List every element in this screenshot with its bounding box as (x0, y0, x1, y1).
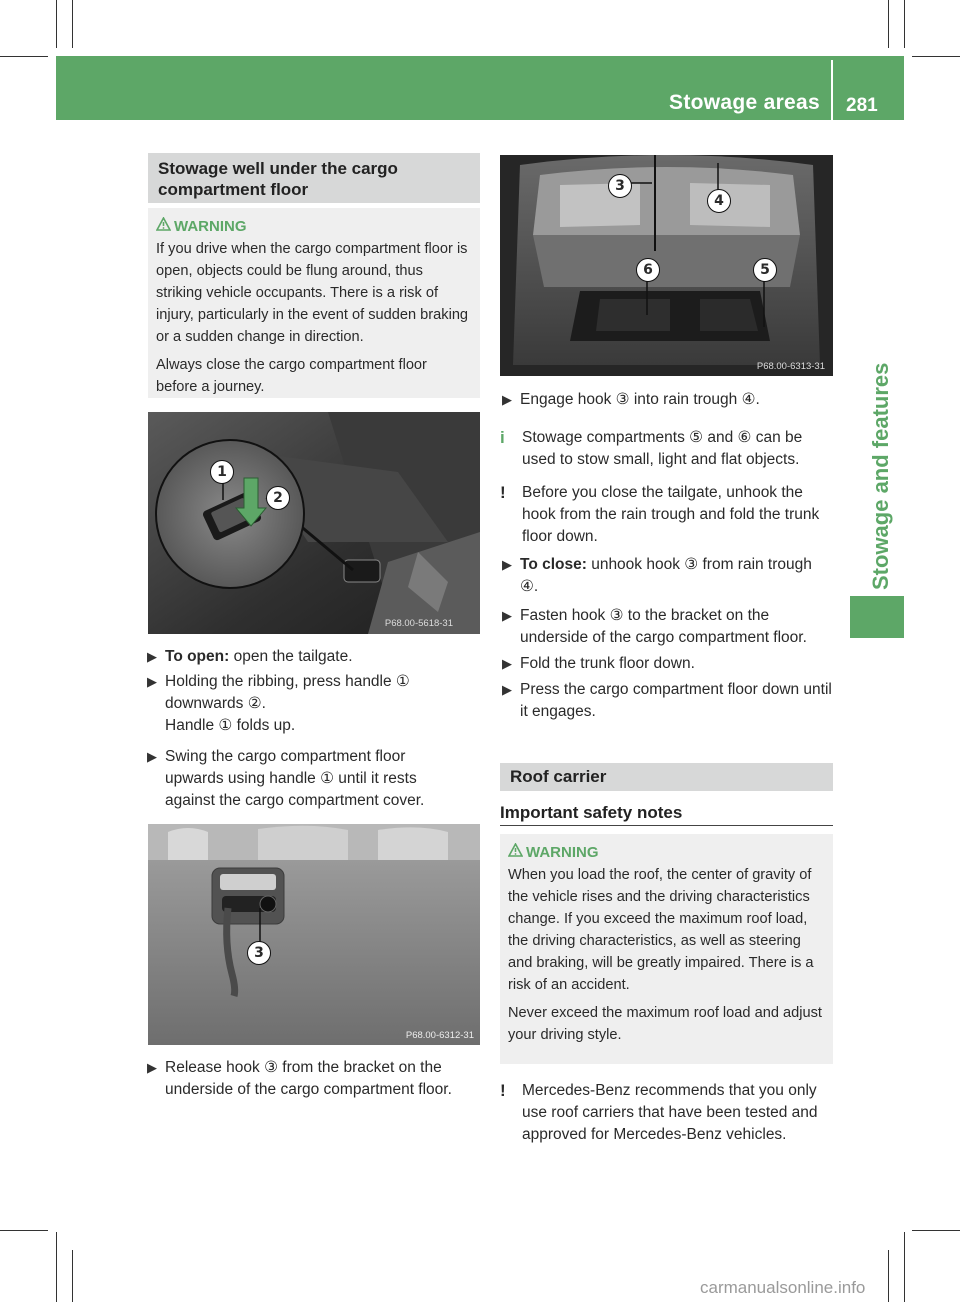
callout-marker: 3 (247, 941, 271, 965)
step-arrow-icon: ▶ (147, 749, 157, 764)
subheading-safety-notes: Important safety notes (500, 803, 833, 826)
warning-box (500, 834, 833, 1064)
caution-icon: ! (500, 483, 506, 502)
callout-marker: 6 (636, 258, 660, 282)
step-arrow-icon: ▶ (147, 674, 157, 689)
section-heading-roof-carrier: Roof carrier (500, 763, 833, 791)
crop-mark (56, 0, 57, 48)
instruction-step: ▶ To open: open the tailgate. (165, 646, 481, 668)
warning-title-text: WARNING (174, 218, 247, 235)
warning-paragraph: Always close the cargo compartment floor before a journey. (156, 357, 427, 395)
step-arrow-icon: ▶ (502, 392, 512, 407)
crop-mark (72, 1250, 73, 1302)
crop-mark (912, 56, 960, 57)
warning-paragraph: If you drive when the cargo compartment floor is open, objects could be flung around, thus striking vehicle occupants. There is a risk of injury, particularly in the event of sudden braking or a sudden change in direction. (156, 241, 469, 345)
instruction-step: ▶ Fasten hook ③ to the bracket on the underside of the cargo compartment floor. (502, 607, 807, 646)
page-number: 281 (846, 95, 878, 116)
instruction-step: ▶ To close: unhook hook ③ from rain trough ④. (502, 556, 812, 595)
step-arrow-icon: ▶ (502, 682, 512, 697)
warning-title (508, 842, 825, 864)
instruction-step: ▶ Press the cargo compartment floor down until it engages. (502, 681, 832, 720)
page-header-title: Stowage areas (669, 91, 820, 114)
watermark: carmanualsonline.info (700, 1278, 866, 1297)
crop-mark (904, 0, 905, 48)
crop-mark (888, 0, 889, 48)
photo-code: P68.00-6312-31 (405, 1030, 474, 1041)
warning-triangle-icon (508, 842, 526, 864)
step-arrow-icon: ▶ (502, 608, 512, 623)
callout-marker: 5 (753, 258, 777, 282)
crop-mark (0, 1230, 48, 1231)
caution-note: ! Mercedes-Benz recommends that you only use roof carriers that have been tested and approved for Mercedes-Benz vehicles. (500, 1081, 818, 1143)
crop-mark (72, 0, 73, 48)
warning-box (148, 208, 480, 398)
callout-marker: 1 (210, 460, 234, 484)
crop-mark (56, 1232, 57, 1302)
warning-title-text: WARNING (526, 844, 599, 861)
caution-note: ! Before you close the tailgate, unhook the hook from the rain trough and fold the trunk floor down. (500, 483, 820, 545)
photo-hook-bracket (148, 824, 480, 1045)
photo-cargo-floor-handle (148, 412, 480, 634)
callout-marker: 2 (266, 486, 290, 510)
chapter-tab-label: Stowage and features (868, 362, 893, 590)
photo-code: P68.00-5618-31 (384, 618, 453, 629)
instruction-step: ▶ Swing the cargo compartment floor upwards using handle ① until it rests against the cargo compartment cover. (147, 748, 425, 809)
warning-paragraph: Never exceed the maximum roof load and adjust your driving style. (508, 1005, 822, 1043)
crop-mark (0, 56, 48, 57)
section-heading-stowage-well: Stowage well under the cargo compartment floor (148, 153, 480, 203)
photo-code: P68.00-6313-31 (756, 361, 825, 372)
warning-paragraph: When you load the roof, the center of gravity of the vehicle rises and the driving characteristics change. If you exceed the maximum roof load, the driving characteristics, as well as steering and braking, will be greatly impaired. There is a risk of an accident. (508, 867, 814, 993)
warning-title (156, 216, 472, 238)
callout-marker: 3 (608, 174, 632, 198)
instruction-step: ▶ Release hook ③ from the bracket on the underside of the cargo compartment floor. (147, 1059, 452, 1098)
crop-mark (912, 1230, 960, 1231)
instruction-step: ▶ Engage hook ③ into rain trough ④. (520, 389, 833, 411)
warning-triangle-icon (156, 216, 174, 238)
photo-stowage-compartments (500, 155, 833, 376)
caution-icon: ! (500, 1081, 506, 1100)
step-arrow-icon: ▶ (147, 649, 157, 664)
crop-mark (904, 1232, 905, 1302)
chapter-tab-marker (850, 596, 904, 638)
step-arrow-icon: ▶ (502, 557, 512, 572)
step-arrow-icon: ▶ (147, 1060, 157, 1075)
step-arrow-icon: ▶ (502, 656, 512, 671)
instruction-step: ▶ Fold the trunk floor down. (520, 653, 833, 675)
crop-mark (888, 1250, 889, 1302)
header-divider (831, 60, 833, 120)
callout-marker: 4 (707, 189, 731, 213)
info-icon: i (500, 428, 505, 447)
instruction-result: Handle ① folds up. (165, 717, 296, 734)
instruction-step: ▶ Holding the ribbing, press handle ① downwards ②. (147, 673, 410, 712)
info-note: i Stowage compartments ⑤ and ⑥ can be used to stow small, light and flat objects. (500, 428, 803, 468)
